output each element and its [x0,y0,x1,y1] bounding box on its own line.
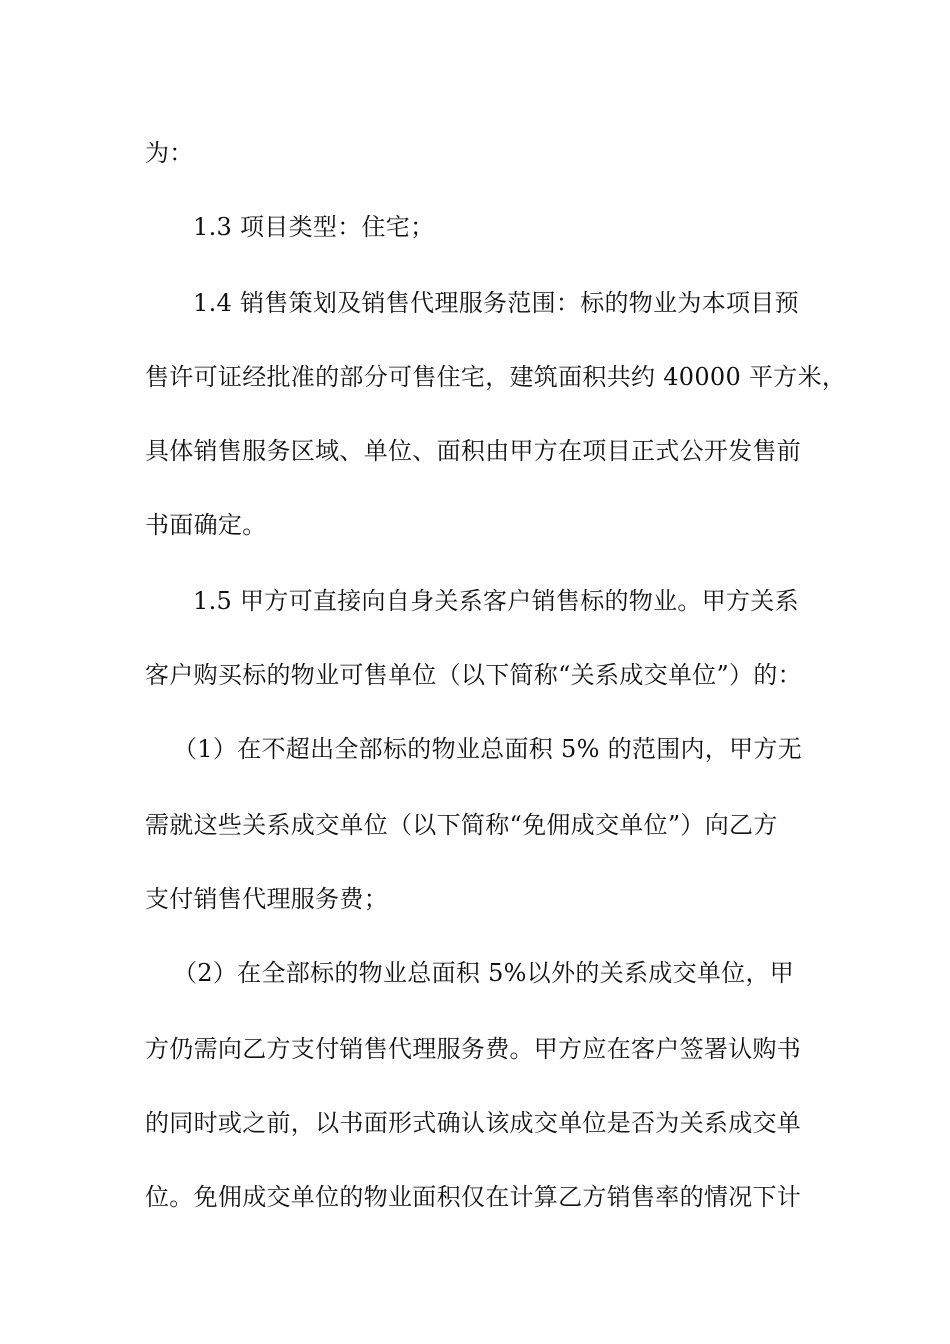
text-line-3: 1.4 销售策划及销售代理服务范围：标的物业为本项目预 [193,289,799,317]
text-line-2: 1.3 项目类型：住宅； [193,213,435,241]
text-line-12: （2）在全部标的物业总面积 5%以外的关系成交单位，甲 [173,959,795,987]
text-line-8: 客户购买标的物业可售单位（以下简称“关系成交单位”）的： [145,661,802,689]
text-line-10: 需就这些关系成交单位（以下简称“免佣成交单位”）向乙方 [145,811,778,839]
text-line-14: 的同时或之前，以书面形式确认该成交单位是否为关系成交单 [145,1109,802,1137]
text-line-1: 为： [145,139,194,167]
text-line-15: 位。免佣成交单位的物业面积仅在计算乙方销售率的情况下计 [145,1183,802,1211]
text-line-7: 1.5 甲方可直接向自身关系客户销售标的物业。甲方关系 [193,587,799,615]
text-line-11: 支付销售代理服务费； [145,885,388,913]
text-line-13: 方仍需向乙方支付销售代理服务费。甲方应在客户签署认购书 [145,1035,802,1063]
text-line-9: （1）在不超出全部标的物业总面积 5% 的范围内，甲方无 [173,735,802,763]
text-line-6: 书面确定。 [145,511,267,539]
text-line-5: 具体销售服务区域、单位、面积由甲方在项目正式公开发售前 [145,437,802,465]
text-line-4: 售许可证经批准的部分可售住宅，建筑面积共约 40000 平方米， [145,363,847,391]
